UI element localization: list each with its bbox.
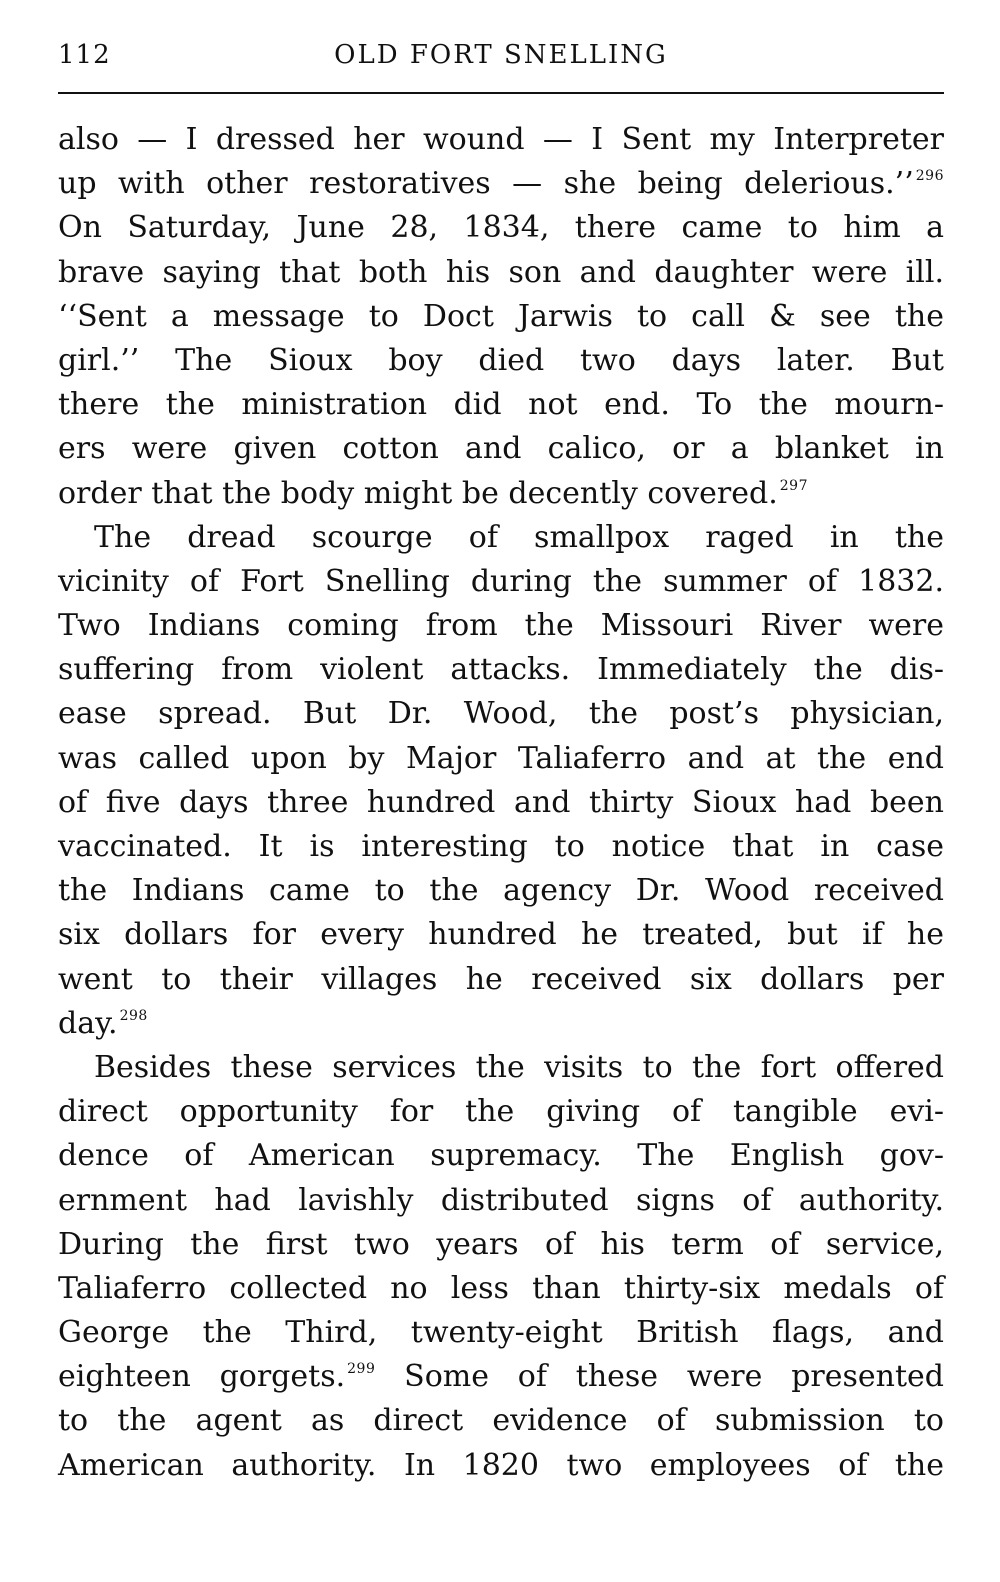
text-segment: to the agent as direct evidence of submission to xyxy=(58,1403,944,1439)
text-line xyxy=(58,1223,944,1267)
header-rule xyxy=(58,92,944,94)
footnote-reference[interactable]: 298 xyxy=(119,1007,148,1024)
running-head xyxy=(58,40,944,84)
footnote-reference[interactable]: 297 xyxy=(779,477,808,494)
text-segment: The dread scourge of smallpox raged in the xyxy=(94,519,944,555)
paragraph xyxy=(58,1046,944,1488)
text-line xyxy=(58,295,944,339)
text-line xyxy=(58,825,944,869)
text-line xyxy=(58,869,944,913)
text-line xyxy=(58,251,944,295)
text-segment: direct opportunity for the giving of tangible evi- xyxy=(58,1094,944,1130)
body-text xyxy=(58,118,944,1488)
page-number: 112 xyxy=(58,40,111,70)
text-line xyxy=(58,1134,944,1178)
text-segment: up with other restoratives — she being delerious.’’ xyxy=(58,166,914,202)
text-segment: American authority. In 1820 two employees of the xyxy=(58,1447,944,1483)
text-line xyxy=(58,1267,944,1311)
text-line xyxy=(58,339,944,383)
text-line xyxy=(58,1399,944,1443)
text-segment: Two Indians coming from the Missouri River were xyxy=(58,608,944,644)
text-segment: went to their villages he received six dollars per xyxy=(58,961,944,997)
text-segment: dence of American supremacy. The English gov- xyxy=(58,1138,944,1174)
text-line xyxy=(58,1090,944,1134)
text-segment: suffering from violent attacks. Immediately the dis- xyxy=(58,652,944,688)
text-segment: order that the body might be decently covered. xyxy=(58,475,778,511)
text-segment: six dollars for every hundred he treated, but if he xyxy=(58,917,944,953)
paragraph xyxy=(58,516,944,1046)
text-segment: vicinity of Fort Snelling during the summer of 1832. xyxy=(58,563,944,599)
text-segment: brave saying that both his son and daughter were ill. xyxy=(58,254,944,290)
text-segment: there the ministration did not end. To the mourn- xyxy=(58,387,944,423)
running-title: OLD FORT SNELLING xyxy=(334,40,668,70)
text-line xyxy=(58,1355,944,1399)
text-line xyxy=(58,383,944,427)
text-line xyxy=(58,1046,944,1090)
text-line xyxy=(58,604,944,648)
text-line xyxy=(58,1002,944,1046)
text-line xyxy=(58,648,944,692)
text-line xyxy=(58,737,944,781)
text-line xyxy=(58,560,944,604)
text-segment: day. xyxy=(58,1005,118,1041)
text-line xyxy=(58,1444,944,1488)
footnote-reference[interactable]: 299 xyxy=(347,1361,376,1378)
paragraph xyxy=(58,118,944,516)
text-segment: George the Third, twenty-eight British flags, and xyxy=(58,1315,944,1351)
text-line xyxy=(58,692,944,736)
book-page xyxy=(58,40,944,1483)
text-line xyxy=(58,516,944,560)
text-segment: vaccinated. It is interesting to notice that in case xyxy=(58,829,944,864)
text-segment: Besides these services the visits to the fort offered xyxy=(94,1049,944,1085)
text-line xyxy=(58,1311,944,1355)
text-segment: ease spread. But Dr. Wood, the post’s physician, xyxy=(58,696,944,732)
footnote-reference[interactable]: 296 xyxy=(915,168,944,185)
text-line xyxy=(58,162,944,206)
text-segment: ‘‘Sent a message to Doct Jarwis to call & see the xyxy=(58,298,944,334)
text-line xyxy=(58,206,944,250)
text-segment: eighteen gorgets. xyxy=(58,1359,346,1395)
text-line xyxy=(58,472,944,516)
text-segment: Taliaferro collected no less than thirty-six medals of xyxy=(58,1270,944,1306)
text-segment: ernment had lavishly distributed signs of authority. xyxy=(58,1182,944,1218)
text-segment: On Saturday, June 28, 1834, there came to him a xyxy=(58,210,944,246)
text-line xyxy=(58,1179,944,1223)
text-segment: also — I dressed her wound — I Sent my Interpreter xyxy=(58,122,944,157)
text-segment: girl.’’ The Sioux boy died two days later. But xyxy=(58,342,944,378)
text-line xyxy=(58,958,944,1002)
text-segment: was called upon by Major Taliaferro and at the end xyxy=(58,740,944,776)
text-segment: of five days three hundred and thirty Sioux had been xyxy=(58,784,944,820)
text-segment: ers were given cotton and calico, or a blanket in xyxy=(58,431,944,467)
text-line xyxy=(58,427,944,471)
text-line xyxy=(58,118,944,162)
text-line xyxy=(58,913,944,957)
text-segment: the Indians came to the agency Dr. Wood received xyxy=(58,873,944,909)
text-segment: During the first two years of his term of service, xyxy=(58,1226,944,1262)
text-line xyxy=(58,781,944,825)
text-segment: Some of these were presented xyxy=(375,1359,944,1395)
